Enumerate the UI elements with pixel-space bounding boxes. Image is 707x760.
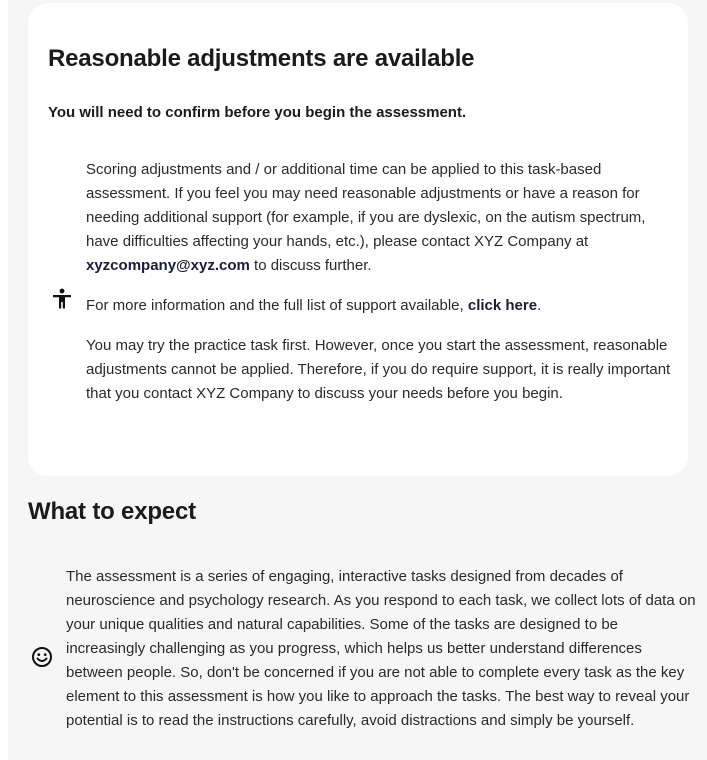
what-to-expect-title: What to expect bbox=[28, 498, 196, 525]
adjustments-para-2 bbox=[86, 294, 676, 318]
email-link[interactable]: xyzcompany@xyz.com bbox=[86, 257, 250, 274]
adjustments-title: Reasonable adjustments are available bbox=[48, 45, 475, 72]
adjustments-card bbox=[28, 3, 688, 476]
click-here-link[interactable]: click here bbox=[467, 297, 538, 314]
adjustments-para-1 bbox=[86, 158, 676, 278]
para-1-text: Scoring adjustments and / or additional time can be applied to this task-based assessment. If you feel you may need reasonable adjustments or have a reason for needing additional support (for example, if you are dyslexic, on the autism spectrum, have difficulties affecting your hands, etc.), please contact XYZ Company at bbox=[86, 161, 646, 250]
adjustments-para-3: You may try the practice task first. However, once you start the assessment, reasonable adjustments cannot be applied. Therefore, if you do require support, it is really important that you contact XYZ Company to discuss your needs before you begin. bbox=[86, 337, 671, 402]
what-to-expect-body: The assessment is a series of engaging, interactive tasks designed from decades of neuroscience and psychology research. As you respond to each task, we collect lots of data on your unique qualities and natural capabilities. Some of the tasks are designed to be increasingly challenging as you progress, which helps us better understand differences between people. So, don't be concerned if you are not able to complete every task as the key element to this assessment is how you like to approach the tasks. The best way to reveal your potential is to read the instructions carefully, avoid distractions and simply be yourself. bbox=[66, 568, 696, 729]
accessibility-icon bbox=[51, 288, 73, 310]
adjustments-subtitle: You will need to confirm before you begin the assessment. bbox=[48, 104, 467, 121]
para-2-end: . bbox=[537, 297, 542, 314]
para-1-end: to discuss further. bbox=[249, 257, 372, 274]
smiley-icon bbox=[31, 646, 53, 668]
para-2-text: For more information and the full list of support available, bbox=[86, 297, 468, 314]
adjustments-body bbox=[86, 158, 676, 422]
page bbox=[8, 0, 707, 760]
